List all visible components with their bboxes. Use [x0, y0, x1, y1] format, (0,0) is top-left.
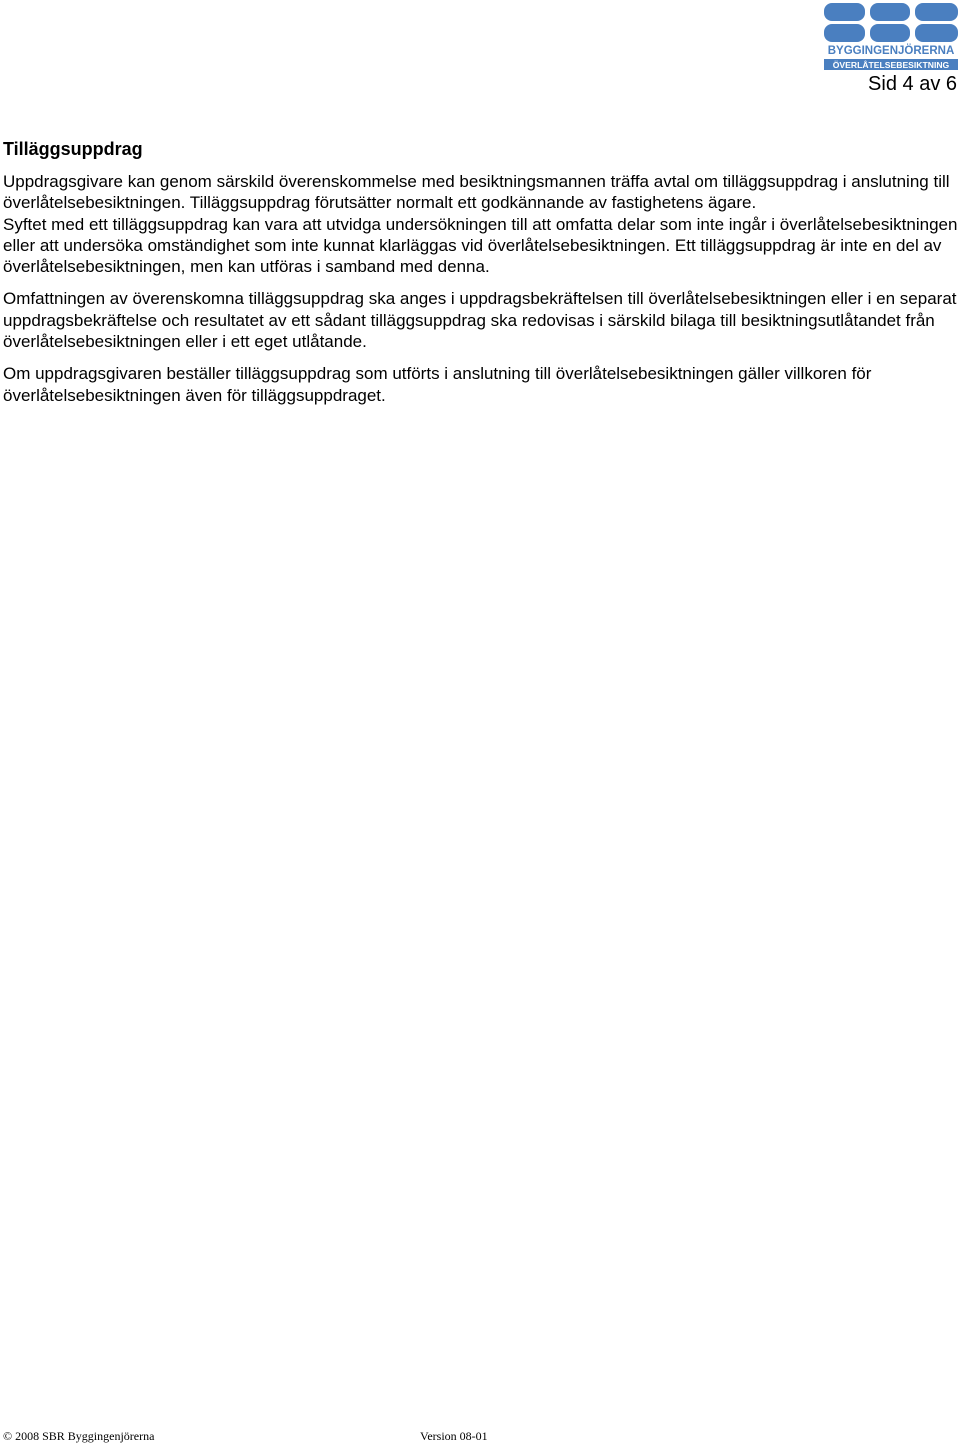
paragraph-3: Omfattningen av överenskomna tilläggsuppdrag ska anges i uppdragsbekräftelsen till överlåtelsebesiktningen eller i en separat uppdragsbekräftelse och resultatet av ett sådant tilläggsuppdrag ska redovisas i särskild bilaga till besiktningsutlåtandet från överlåtelsebesiktningen eller i ett eget utlåtande.: [3, 289, 957, 352]
section-heading: Tilläggsuppdrag: [3, 139, 143, 159]
page-number: Sid 4 av 6: [868, 73, 957, 95]
logo-line1: BYGGINGENJÖRERNA: [827, 45, 955, 57]
footer-copyright: © 2008 SBR Byggingenjörerna: [3, 1429, 155, 1443]
sbr-logo: [824, 3, 958, 71]
logo-line2: ÖVERLÅTELSEBESIKTNING: [832, 60, 950, 70]
paragraph-1: Uppdragsgivare kan genom särskild överenskommelse med besiktningsmannen träffa avtal om tilläggsuppdrag i anslutning till överlåtelsebesiktningen. Tilläggsuppdrag förutsätter normalt ett godkännande av fastighetens ägare.: [3, 172, 950, 213]
footer-version: Version 08-01: [420, 1429, 488, 1443]
paragraph-4: Om uppdragsgivaren beställer tilläggsuppdrag som utförts i anslutning till överlåtelsebesiktningen gäller villkoren för överlåtelsebesiktningen även för tilläggsuppdraget.: [3, 364, 872, 405]
paragraph-2: Syftet med ett tilläggsuppdrag kan vara att utvidga undersökningen till att omfatta delar som inte ingår i överlåtelsebesiktningen eller att undersöka omständighet som inte kunnat klarläggas vid överlåtelsebesiktningen. Ett tilläggsuppdrag är inte en del av överlåtelsebesiktningen, men kan utföras i samband med denna.: [3, 214, 958, 277]
section-content: [3, 138, 958, 406]
sbr-logo-mark: [824, 3, 958, 42]
